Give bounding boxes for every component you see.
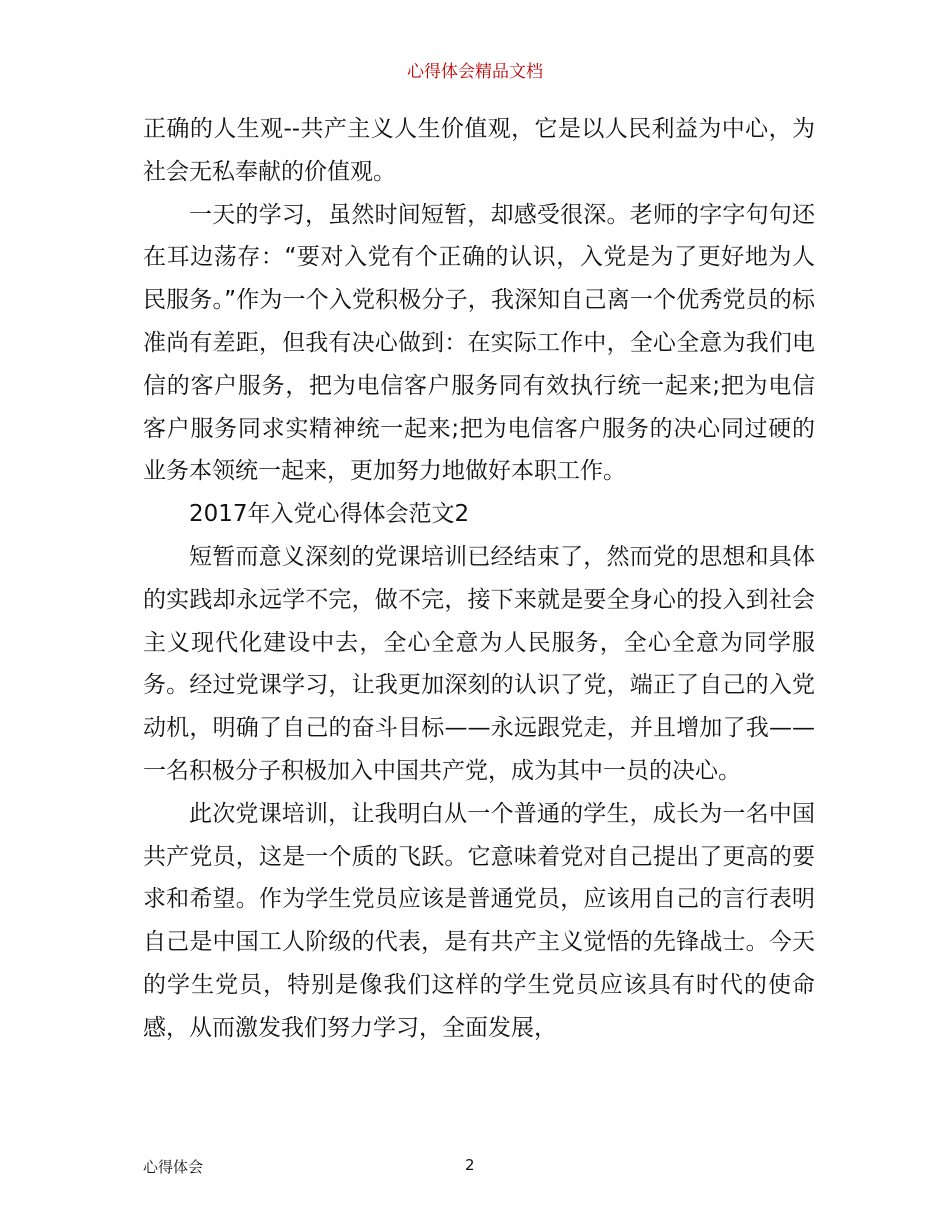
page-number: 2 [465, 1156, 475, 1174]
paragraph-continuation: 正确的人生观--共产主义人生价值观，它是以人民利益为中心，为社会无私奉献的价值观。 [143, 116, 815, 185]
page-header-title: 心得体会精品文档 [407, 62, 543, 82]
paragraph: 此次党课培训，让我明白从一个普通的学生，成长为一名中国共产党员，这是一个质的飞跃。它意味着党对自己提出了更高的要求和希望。作为学生党员应该是普通党员，应该用自己的言行表明自己是中国工人阶级的代表，是有共产主义觉悟的先锋战士。今天的学生党员，特别是像我们这样的学生党员应该具有时代的使命感，从而激发我们努力学习，全面发展， [143, 800, 815, 1041]
document-body [143, 108, 815, 1050]
section-heading: 2017年入党心得体会范文2 [189, 501, 470, 528]
paragraph: 一天的学习，虽然时间短暂，却感受很深。老师的字字句句还在耳边荡存：“要对入党有个正确的认识，入党是为了更好地为人民服务。”作为一个入党积极分子，我深知自己离一个优秀党员的标准尚有差距，但我有决心做到：在实际工作中，全心全意为我们电信的客户服务，把为电信客户服务同有效执行统一起来;把为电信客户服务同求实精神统一起来;把为电信客户服务的决心同过硬的业务本领统一起来，更加努力地做好本职工作。 [143, 201, 815, 485]
footer-label: 心得体会 [143, 1158, 204, 1176]
paragraph: 短暂而意义深刻的党课培训已经结束了，然而党的思想和具体的实践却永远学不完，做不完，接下来就是要全身心的投入到社会主义现代化建设中去，全心全意为人民服务，全心全意为同学服务。经过党课学习，让我更加深刻的认识了党，端正了自己的入党动机，明确了自己的奋斗目标——永远跟党走，并且增加了我——一名积极分子积极加入中国共产党，成为其中一员的决心。 [143, 543, 815, 784]
